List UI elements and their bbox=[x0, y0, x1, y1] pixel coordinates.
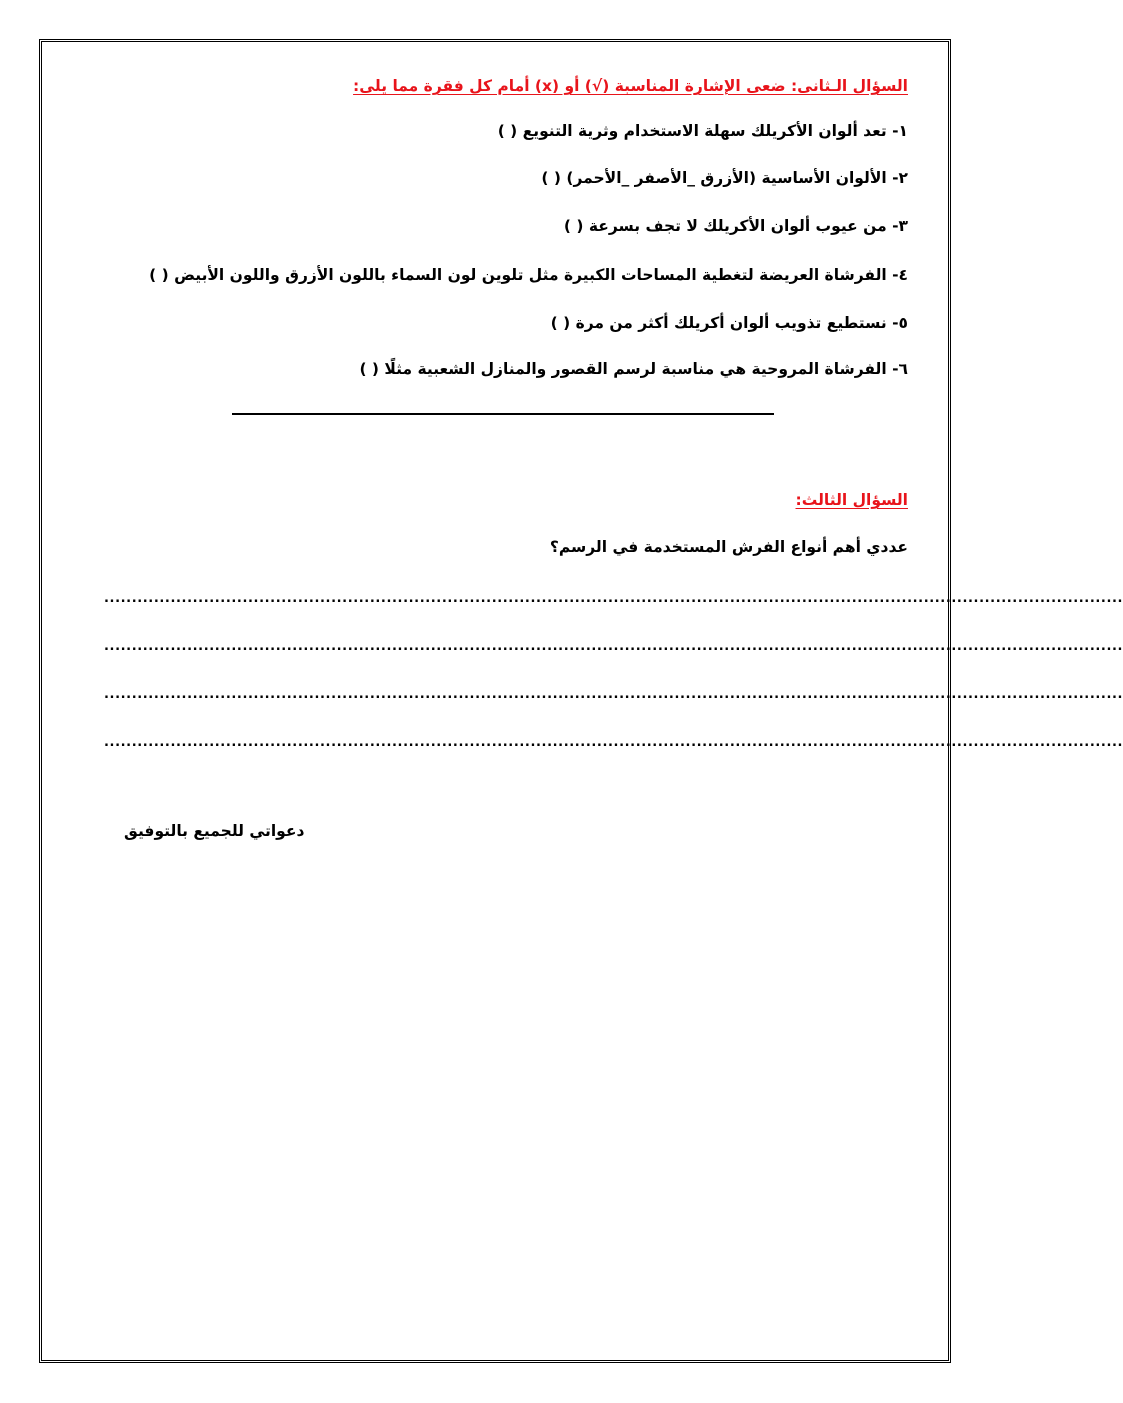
answer-line-2[interactable]: ........................................................................................................................................................................................ bbox=[104, 639, 1123, 654]
question-two-item-1: ١- تعد ألوان الأكريلك سهلة الاستخدام وثرية التنويع ( ) bbox=[497, 122, 908, 140]
answer-line-4[interactable]: ........................................................................................................................................................................................ bbox=[104, 735, 1123, 750]
question-two-item-5: ٥- نستطيع تذويب ألوان أكريلك أكثر من مرة ( ) bbox=[550, 314, 908, 332]
question-three-heading: السؤال الثالث: bbox=[795, 491, 908, 509]
question-two-item-4: ٤- الفرشاة العريضة لتغطية المساحات الكبيرة مثل تلوين لون السماء باللون الأزرق واللون الأبيض ( ) bbox=[149, 266, 908, 284]
question-three-prompt: عددي أهم أنواع الفرش المستخدمة في الرسم؟ bbox=[549, 538, 908, 556]
question-two-item-6: ٦- الفرشاة المروحية هي مناسبة لرسم القصور والمنازل الشعبية مثلًا ( ) bbox=[359, 360, 908, 378]
question-two-item-2: ٢- الألوان الأساسية (الأزرق _الأصفر _الأحمر) ( ) bbox=[541, 169, 908, 187]
closing-wish: دعواتي للجميع بالتوفيق bbox=[124, 822, 305, 840]
answer-line-3[interactable]: ........................................................................................................................................................................................ bbox=[104, 687, 1123, 702]
question-two-item-3: ٣- من عيوب ألوان الأكريلك لا تجف بسرعة ( ) bbox=[563, 217, 908, 235]
question-two-heading: السؤال الـثانى: ضعى الإشارة المناسبة (√) أو (x) أمام كل فقرة مما يلى: bbox=[353, 77, 908, 95]
answer-line-1[interactable]: ........................................................................................................................................................................................ bbox=[104, 591, 1123, 606]
section-separator bbox=[232, 413, 774, 415]
